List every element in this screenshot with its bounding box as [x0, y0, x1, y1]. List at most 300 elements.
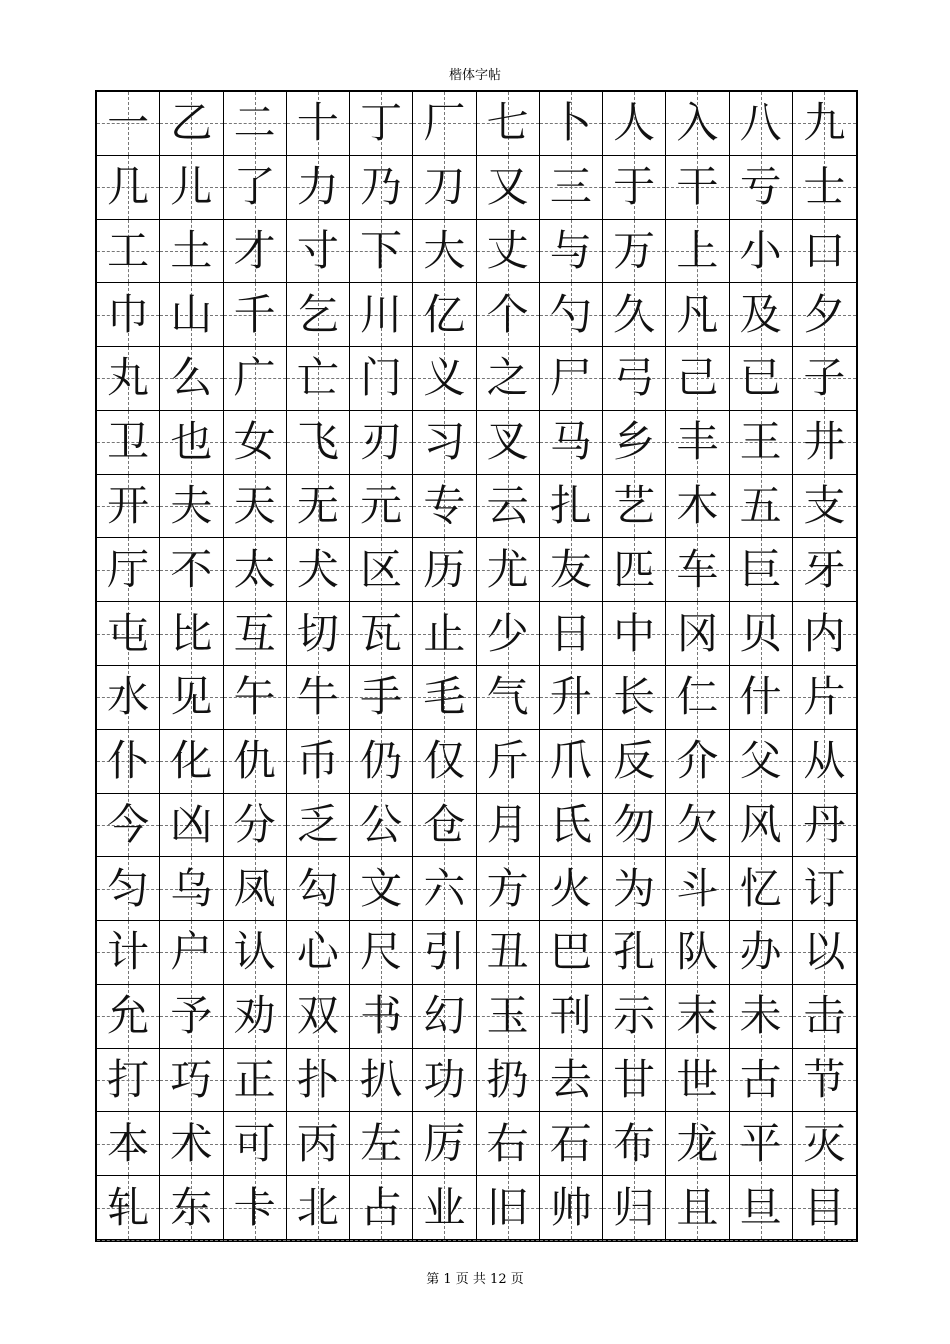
character-cell: [97, 411, 160, 475]
character-cell: [97, 475, 160, 539]
page-footer-number: 第 1 页 共 12 页: [426, 1272, 524, 1287]
practice-character: 叉: [486, 417, 529, 467]
character-cell: [730, 666, 793, 730]
practice-character: 月: [486, 799, 529, 849]
practice-character: 中: [613, 608, 656, 658]
grid-row: [97, 857, 856, 921]
practice-character: 击: [803, 991, 846, 1041]
character-cell: [224, 602, 287, 666]
character-cell: [540, 1176, 603, 1240]
character-cell: [97, 794, 160, 858]
practice-character: 未: [739, 991, 782, 1041]
practice-character: 心: [296, 927, 339, 977]
practice-character: 匀: [107, 863, 150, 913]
character-cell: [793, 921, 856, 985]
practice-character: 术: [170, 1118, 213, 1168]
character-cell: [413, 794, 476, 858]
character-cell: [413, 347, 476, 411]
character-cell: [603, 538, 666, 602]
practice-character: 世: [676, 1055, 719, 1105]
character-cell: [793, 794, 856, 858]
character-cell: [793, 283, 856, 347]
character-cell: [666, 985, 729, 1049]
character-cell: [97, 220, 160, 284]
character-cell: [413, 538, 476, 602]
character-cell: [413, 602, 476, 666]
character-cell: [350, 730, 413, 794]
practice-character: 今: [107, 799, 150, 849]
character-cell: [224, 538, 287, 602]
practice-character: 王: [739, 417, 782, 467]
practice-character: 内: [803, 608, 846, 658]
character-cell: [350, 538, 413, 602]
character-cell: [793, 985, 856, 1049]
practice-character: 书: [360, 991, 403, 1041]
character-cell: [97, 985, 160, 1049]
character-cell: [350, 156, 413, 220]
grid-row: [97, 538, 856, 602]
practice-character: 业: [423, 1182, 466, 1232]
practice-character: 水: [107, 672, 150, 722]
character-cell: [413, 1112, 476, 1176]
character-cell: [603, 857, 666, 921]
character-cell: [540, 156, 603, 220]
character-cell: [793, 602, 856, 666]
character-cell: [413, 411, 476, 475]
character-cell: [160, 666, 223, 730]
practice-character: 广: [233, 353, 276, 403]
character-cell: [666, 1112, 729, 1176]
practice-character: 计: [107, 927, 150, 977]
practice-character: 火: [549, 863, 592, 913]
practice-character: 亏: [739, 162, 782, 212]
practice-character: 从: [803, 736, 846, 786]
practice-character: 天: [233, 481, 276, 531]
character-cell: [350, 921, 413, 985]
character-cell: [540, 985, 603, 1049]
practice-character: 功: [423, 1055, 466, 1105]
practice-character: 丑: [486, 927, 529, 977]
character-cell: [666, 220, 729, 284]
practice-character: 士: [803, 162, 846, 212]
grid-row: [97, 156, 856, 220]
practice-character: 乌: [170, 863, 213, 913]
practice-character: 与: [549, 225, 592, 275]
practice-character: 七: [486, 98, 529, 148]
character-cell: [97, 92, 160, 156]
practice-character: 义: [423, 353, 466, 403]
practice-character: 久: [613, 289, 656, 339]
character-cell: [540, 921, 603, 985]
character-cell: [477, 347, 540, 411]
grid-row: [97, 92, 856, 156]
practice-character: 二: [233, 98, 276, 148]
practice-character: 甘: [613, 1055, 656, 1105]
character-cell: [477, 857, 540, 921]
character-cell: [287, 347, 350, 411]
character-cell: [224, 1049, 287, 1113]
practice-character: 小: [739, 225, 782, 275]
practice-character: 予: [170, 991, 213, 1041]
practice-character: 乏: [296, 799, 339, 849]
practice-character: 队: [676, 927, 719, 977]
character-cell: [160, 475, 223, 539]
practice-character: 巴: [549, 927, 592, 977]
practice-character: 工: [107, 225, 150, 275]
practice-character: 北: [296, 1182, 339, 1232]
character-cell: [97, 1112, 160, 1176]
practice-character: 飞: [296, 417, 339, 467]
character-cell: [350, 92, 413, 156]
practice-character: 么: [170, 353, 213, 403]
practice-character: 旧: [486, 1182, 529, 1232]
character-cell: [224, 411, 287, 475]
practice-character: 比: [170, 608, 213, 658]
practice-character: 占: [360, 1182, 403, 1232]
character-cell: [413, 156, 476, 220]
practice-character: 升: [549, 672, 592, 722]
practice-character: 勾: [296, 863, 339, 913]
grid-row: [97, 666, 856, 730]
practice-character: 左: [360, 1118, 403, 1168]
character-cell: [730, 1176, 793, 1240]
practice-character: 儿: [170, 162, 213, 212]
character-cell: [793, 1112, 856, 1176]
character-cell: [603, 1049, 666, 1113]
character-cell: [224, 857, 287, 921]
character-cell: [477, 730, 540, 794]
practice-character: 互: [233, 608, 276, 658]
practice-character: 人: [613, 98, 656, 148]
practice-character: 寸: [296, 225, 339, 275]
practice-character: 六: [423, 863, 466, 913]
character-cell: [793, 475, 856, 539]
character-cell: [224, 1112, 287, 1176]
character-cell: [224, 794, 287, 858]
character-cell: [413, 857, 476, 921]
practice-character: 五: [739, 481, 782, 531]
character-cell: [350, 857, 413, 921]
practice-character: 少: [486, 608, 529, 658]
character-cell: [666, 283, 729, 347]
grid-row: [97, 794, 856, 858]
character-cell: [477, 985, 540, 1049]
character-cell: [97, 730, 160, 794]
practice-character: 帅: [549, 1182, 592, 1232]
practice-character: 夫: [170, 481, 213, 531]
practice-character: 艺: [613, 481, 656, 531]
practice-character: 户: [170, 927, 213, 977]
practice-character: 凶: [170, 799, 213, 849]
practice-character: 无: [296, 481, 339, 531]
practice-character: 一: [107, 98, 150, 148]
practice-character: 又: [486, 162, 529, 212]
practice-character: 古: [739, 1055, 782, 1105]
practice-character: 末: [676, 991, 719, 1041]
practice-character: 入: [676, 98, 719, 148]
character-cell: [160, 1112, 223, 1176]
practice-character: 丰: [676, 417, 719, 467]
practice-character: 切: [296, 608, 339, 658]
practice-character: 父: [739, 736, 782, 786]
grid-row: [97, 411, 856, 475]
practice-character: 目: [803, 1182, 846, 1232]
practice-character: 片: [803, 672, 846, 722]
practice-character: 仇: [233, 736, 276, 786]
practice-character: 厉: [423, 1118, 466, 1168]
character-cell: [287, 92, 350, 156]
character-cell: [287, 538, 350, 602]
character-cell: [97, 666, 160, 730]
practice-character: 力: [296, 162, 339, 212]
character-cell: [540, 857, 603, 921]
practice-character: 川: [360, 289, 403, 339]
character-cell: [730, 857, 793, 921]
practice-character: 刃: [360, 417, 403, 467]
practice-character: 仁: [676, 672, 719, 722]
practice-character: 以: [803, 927, 846, 977]
practice-character: 犬: [296, 544, 339, 594]
practice-character: 专: [423, 481, 466, 531]
practice-character: 屯: [107, 608, 150, 658]
character-cell: [666, 475, 729, 539]
practice-character: 瓦: [360, 608, 403, 658]
character-cell: [793, 92, 856, 156]
practice-character: 开: [107, 481, 150, 531]
character-cell: [160, 794, 223, 858]
character-cell: [224, 921, 287, 985]
character-cell: [287, 1112, 350, 1176]
character-cell: [477, 1176, 540, 1240]
grid-row: [97, 1049, 856, 1113]
practice-character: 个: [486, 289, 529, 339]
practice-character: 气: [486, 672, 529, 722]
practice-character: 厅: [107, 544, 150, 594]
grid-row: [97, 985, 856, 1049]
character-cell: [666, 538, 729, 602]
practice-character: 文: [360, 863, 403, 913]
practice-character: 斗: [676, 863, 719, 913]
character-cell: [730, 1049, 793, 1113]
character-cell: [224, 475, 287, 539]
character-cell: [730, 985, 793, 1049]
character-cell: [666, 794, 729, 858]
character-cell: [97, 538, 160, 602]
practice-character: 尸: [549, 353, 592, 403]
character-cell: [350, 283, 413, 347]
character-cell: [540, 92, 603, 156]
practice-character: 日: [549, 608, 592, 658]
practice-character: 下: [360, 225, 403, 275]
practice-character: 本: [107, 1118, 150, 1168]
practice-character: 己: [676, 353, 719, 403]
practice-character: 不: [170, 544, 213, 594]
practice-character: 车: [676, 544, 719, 594]
character-cell: [666, 347, 729, 411]
character-cell: [540, 794, 603, 858]
character-cell: [793, 666, 856, 730]
character-cell: [603, 666, 666, 730]
character-cell: [603, 475, 666, 539]
character-cell: [730, 347, 793, 411]
character-cell: [603, 602, 666, 666]
character-cell: [224, 220, 287, 284]
character-cell: [160, 538, 223, 602]
practice-character: 支: [803, 481, 846, 531]
practice-character: 旦: [739, 1182, 782, 1232]
character-cell: [540, 475, 603, 539]
character-cell: [603, 92, 666, 156]
practice-character: 区: [360, 544, 403, 594]
character-cell: [350, 220, 413, 284]
character-cell: [603, 347, 666, 411]
practice-character: 也: [170, 417, 213, 467]
practice-character: 于: [613, 162, 656, 212]
character-cell: [477, 220, 540, 284]
practice-character: 办: [739, 927, 782, 977]
practice-character: 灭: [803, 1118, 846, 1168]
character-cell: [413, 475, 476, 539]
character-cell: [287, 602, 350, 666]
practice-character: 石: [549, 1118, 592, 1168]
character-cell: [350, 985, 413, 1049]
practice-character: 卡: [233, 1182, 276, 1232]
character-cell: [730, 156, 793, 220]
practice-character: 巧: [170, 1055, 213, 1105]
character-cell: [730, 1112, 793, 1176]
character-cell: [540, 602, 603, 666]
practice-character: 幻: [423, 991, 466, 1041]
character-cell: [160, 1049, 223, 1113]
character-cell: [224, 347, 287, 411]
character-cell: [477, 283, 540, 347]
practice-character: 双: [296, 991, 339, 1041]
character-cell: [413, 1049, 476, 1113]
practice-character: 已: [739, 353, 782, 403]
practice-character: 布: [613, 1118, 656, 1168]
practice-character: 斤: [486, 736, 529, 786]
practice-character: 牙: [803, 544, 846, 594]
character-cell: [350, 475, 413, 539]
character-cell: [160, 283, 223, 347]
character-cell: [793, 730, 856, 794]
practice-character: 节: [803, 1055, 846, 1105]
character-cell: [287, 156, 350, 220]
practice-character: 玉: [486, 991, 529, 1041]
character-cell: [287, 730, 350, 794]
practice-character: 扑: [296, 1055, 339, 1105]
practice-character: 化: [170, 736, 213, 786]
practice-character: 乞: [296, 289, 339, 339]
character-cell: [413, 730, 476, 794]
page-header-title: 楷体字帖: [448, 68, 501, 83]
character-cell: [793, 220, 856, 284]
grid-row: [97, 220, 856, 284]
character-cell: [224, 666, 287, 730]
character-cell: [350, 666, 413, 730]
practice-character: 牛: [296, 672, 339, 722]
character-cell: [540, 283, 603, 347]
practice-character: 公: [360, 799, 403, 849]
practice-character: 干: [676, 162, 719, 212]
grid-row: [97, 921, 856, 985]
practice-character: 爪: [549, 736, 592, 786]
character-cell: [477, 411, 540, 475]
character-cell: [477, 538, 540, 602]
practice-character: 见: [170, 672, 213, 722]
character-cell: [540, 538, 603, 602]
practice-character: 劝: [233, 991, 276, 1041]
practice-character: 仆: [107, 736, 150, 786]
character-cell: [287, 921, 350, 985]
practice-character: 夕: [803, 289, 846, 339]
character-cell: [603, 985, 666, 1049]
character-cell: [287, 1049, 350, 1113]
practice-character: 刊: [549, 991, 592, 1041]
character-cell: [160, 857, 223, 921]
practice-character: 反: [613, 736, 656, 786]
practice-character: 冈: [676, 608, 719, 658]
practice-character: 马: [549, 417, 592, 467]
character-cell: [160, 1176, 223, 1240]
character-cell: [540, 220, 603, 284]
practice-character: 可: [233, 1118, 276, 1168]
character-cell: [287, 475, 350, 539]
character-cell: [477, 666, 540, 730]
practice-character: 丙: [296, 1118, 339, 1168]
character-cell: [666, 156, 729, 220]
practice-character: 山: [170, 289, 213, 339]
practice-character: 忆: [739, 863, 782, 913]
practice-character: 扒: [360, 1055, 403, 1105]
practice-character: 巨: [739, 544, 782, 594]
practice-character: 子: [803, 353, 846, 403]
character-cell: [730, 538, 793, 602]
practice-character: 认: [233, 927, 276, 977]
character-cell: [730, 602, 793, 666]
character-cell: [477, 602, 540, 666]
character-cell: [603, 411, 666, 475]
character-cell: [160, 921, 223, 985]
character-cell: [413, 220, 476, 284]
practice-character: 正: [233, 1055, 276, 1105]
character-cell: [413, 283, 476, 347]
grid-row: [97, 602, 856, 666]
practice-character: 女: [233, 417, 276, 467]
character-cell: [350, 1049, 413, 1113]
character-cell: [540, 730, 603, 794]
practice-grid: [95, 90, 858, 1242]
practice-character: 尺: [360, 927, 403, 977]
character-cell: [287, 985, 350, 1049]
grid-row: [97, 283, 856, 347]
practice-character: 丸: [107, 353, 150, 403]
practice-character: 归: [613, 1182, 656, 1232]
practice-character: 凡: [676, 289, 719, 339]
practice-character: 习: [423, 417, 466, 467]
practice-character: 卜: [549, 98, 592, 148]
character-cell: [160, 730, 223, 794]
character-cell: [793, 347, 856, 411]
grid-row: [97, 1112, 856, 1176]
character-cell: [350, 411, 413, 475]
practice-character: 仅: [423, 736, 466, 786]
character-cell: [793, 411, 856, 475]
character-cell: [730, 220, 793, 284]
practice-character: 乙: [170, 98, 213, 148]
character-cell: [350, 602, 413, 666]
character-cell: [287, 857, 350, 921]
